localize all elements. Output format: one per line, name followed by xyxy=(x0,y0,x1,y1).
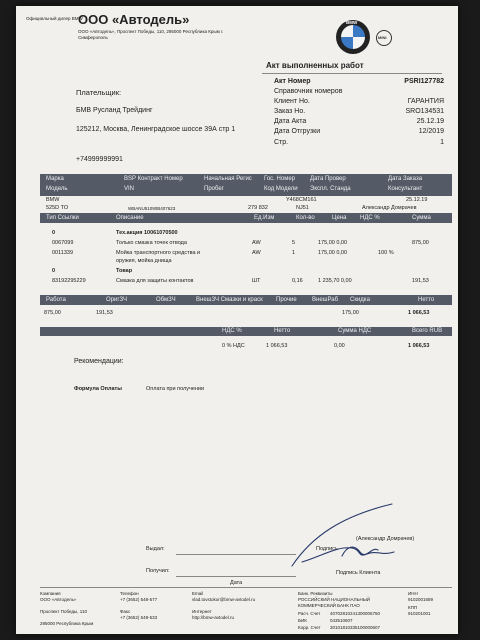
payer-phone: +74999999991 xyxy=(76,156,123,163)
footer-corr-label: Корр. Счет xyxy=(298,625,321,630)
vehicle-make: BMW xyxy=(46,197,60,203)
vat-header-cell: Нетто xyxy=(274,328,291,334)
vehicle-header-cell: Модель xyxy=(46,186,68,192)
company-address-line2: Симферополь xyxy=(78,35,108,40)
footer-phone1: +7 (3652) 548-577 xyxy=(120,597,158,602)
footer-bank-name1: РОССИЙСКИЙ НАЦИОНАЛЬНЫЙ xyxy=(298,597,370,602)
item-description: оружия, мойка днища xyxy=(116,258,172,264)
vehicle-model: 525D TO xyxy=(46,205,69,211)
footer-bank-label: Банк. Реквизиты xyxy=(298,591,333,596)
footer-inn: 9102001689 xyxy=(408,597,434,602)
item-unit: ШТ xyxy=(252,278,261,284)
date-label: Дата xyxy=(230,580,243,586)
totals-header-cell: ОригЗЧ xyxy=(106,297,128,303)
vat-header-cell: Всего RUB xyxy=(412,328,443,334)
item-price: 1 235,70 0,00 xyxy=(318,278,352,284)
items-header-cell: Кол-во xyxy=(296,215,315,221)
item-price: 175,00 0,00 xyxy=(318,250,348,256)
items-header-cell: Сумма xyxy=(412,215,431,221)
totals-value: 175,00 xyxy=(342,310,359,316)
footer-company-name: ООО «Автодель» xyxy=(40,597,77,602)
item-ref: 0 xyxy=(52,230,56,236)
vat-header-band xyxy=(40,327,452,336)
items-header-cell: Цена xyxy=(332,215,347,221)
consultant-name: Александр Домрачев xyxy=(362,205,417,211)
meta-label: Стр. xyxy=(274,139,289,146)
footer-bik-label: БИК xyxy=(298,618,307,623)
totals-value: 191,53 xyxy=(96,310,113,316)
meta-value: PSRI127782 xyxy=(404,78,444,85)
official-dealer-text: Официальный дилер BMW xyxy=(26,16,83,21)
footer-divider xyxy=(40,587,452,588)
items-header-cell: Ед.Изм xyxy=(254,215,275,221)
item-description: Товар xyxy=(116,268,133,274)
issued-line xyxy=(176,554,296,555)
footer-phone-label: Телефон xyxy=(120,591,139,596)
received-label: Получил: xyxy=(146,568,170,574)
payment-label: Формула Оплаты xyxy=(74,386,122,392)
order-date: 25.12.19 xyxy=(406,197,428,203)
item-description: Смазка для защиты контактов xyxy=(116,278,194,284)
item-qty: 1 xyxy=(292,250,296,256)
meta-label: Акт Номер xyxy=(274,78,311,85)
footer-account-label: Расч. Счет xyxy=(298,611,321,616)
item-sum: 191,53 xyxy=(412,278,429,284)
title-underline xyxy=(262,73,442,74)
footer-inn-label: ИНН xyxy=(408,591,418,596)
footer-email: vlad.tovstokor@bmw-avtodel.ru xyxy=(192,597,256,602)
meta-value: 25.12.19 xyxy=(416,118,444,125)
company-address-line1: ООО «Автодель», Проспект Победы, 110, 295000 Республика Крым г. xyxy=(78,29,224,34)
vat-header-cell: Сумма НДС xyxy=(338,328,372,334)
footer-email-label: Email xyxy=(192,591,204,596)
vehicle-header-cell: Марка xyxy=(46,176,64,182)
items-header-cell: Описание xyxy=(116,215,144,221)
item-unit: AW xyxy=(252,240,261,246)
footer-bik: 043510607 xyxy=(330,618,353,623)
vehicle-header-cell: Начальная Регис xyxy=(204,176,252,182)
signature-label: Подпись xyxy=(316,546,338,552)
meta-value: 12/2019 xyxy=(418,128,444,135)
item-qty: 5 xyxy=(292,240,296,246)
mini-logo xyxy=(376,30,392,46)
item-description: Мойка транспортного средства и xyxy=(116,250,201,256)
vehicle-header-cell: Экспл. Станда xyxy=(310,186,351,192)
footer-company-region: 295000 Республика Крым xyxy=(40,621,94,626)
totals-header-band xyxy=(40,295,452,305)
item-unit: AW xyxy=(252,250,261,256)
vat-net: 1 066,53 xyxy=(266,343,288,349)
footer-website: http://bmw-avtodel.ru xyxy=(192,615,235,620)
issued-label: Выдал: xyxy=(146,546,165,552)
vehicle-vin: WBANU51090B407623 xyxy=(128,206,176,211)
totals-header-cell: Скидка xyxy=(350,297,370,303)
item-ref: 0 xyxy=(52,268,56,274)
vehicle-mileage: 279 832 xyxy=(248,205,268,211)
item-price: 175,00 0,00 xyxy=(318,240,348,246)
signer-name: (Александр Домрачев) xyxy=(356,536,415,542)
vehicle-model-code: NJ51 xyxy=(296,205,309,211)
totals-value: 875,00 xyxy=(44,310,61,316)
recommendations-label: Рекомендации: xyxy=(74,358,124,365)
vehicle-header-cell: Дата Провер xyxy=(310,176,346,182)
bmw-logo xyxy=(336,20,370,54)
item-ref: 83192295229 xyxy=(52,278,86,284)
items-header-cell: НДС % xyxy=(360,215,380,221)
totals-header-cell: ВнешЗЧ Смазки и краск xyxy=(196,297,263,303)
item-ref: 0067099 xyxy=(52,240,74,246)
payer-label: Плательщик: xyxy=(76,88,122,97)
footer-company-label: Компания xyxy=(40,591,61,596)
meta-label: Клиент Но. xyxy=(274,98,310,105)
vehicle-header-cell: Пробег xyxy=(204,186,224,192)
vehicle-header-cell: BSP Контракт Номер xyxy=(124,176,183,182)
received-line xyxy=(176,576,296,577)
vehicle-plate: Y468CM161 xyxy=(286,197,317,203)
vat-total: 1 066,53 xyxy=(408,343,430,349)
vehicle-header-band xyxy=(40,174,452,196)
footer-phone2: +7 (3652) 548-533 xyxy=(120,615,158,620)
meta-value: ГАРАНТИЯ xyxy=(407,98,444,105)
footer-account: 40702810241300006750 xyxy=(330,611,381,616)
footer-bank-name2: КОММЕРЧЕСКИЙ БАНК ПАО xyxy=(298,603,360,608)
item-qty: 0,16 xyxy=(292,278,303,284)
meta-label: Справочник номеров xyxy=(274,88,343,95)
item-description: Тех.акция 10061070500 xyxy=(116,230,178,236)
vehicle-header-cell: Консультант xyxy=(388,186,423,192)
footer-kpp-label: КПП xyxy=(408,605,418,610)
mini-logo-text: MINI xyxy=(378,35,387,40)
footer-corr: 30101810335100000607 xyxy=(330,625,381,630)
totals-header-cell: ОбмЗЧ xyxy=(156,297,176,303)
meta-value: 1 xyxy=(440,139,444,146)
item-description: Только смазка точек отвода xyxy=(116,240,187,246)
handwritten-signature xyxy=(282,496,415,576)
payer-name: БМВ Русланд Трейдинг xyxy=(76,107,153,114)
footer-fax-label: Факс xyxy=(120,609,131,614)
company-name: ООО «Автодель» xyxy=(78,12,190,27)
vat-header-cell: НДС % xyxy=(222,328,242,334)
totals-header-cell: Прочие xyxy=(276,297,297,303)
totals-header-cell: ВнешРаб xyxy=(312,297,339,303)
payment-value: Оплата при получении xyxy=(146,386,205,392)
footer-kpp: 910201001 xyxy=(408,611,431,616)
item-ref: 0011339 xyxy=(52,250,74,256)
totals-value: 1 066,53 xyxy=(408,310,430,316)
footer-internet-label: Интернет xyxy=(192,609,212,614)
bmw-logo-text: BMW xyxy=(346,20,358,25)
vat-rate: 0 % НДС xyxy=(222,343,245,349)
vehicle-header-cell: VIN xyxy=(124,186,135,192)
vat-amount: 0,00 xyxy=(334,343,345,349)
payer-address: 125212, Москва, Ленинградское шоссе 39А стр 1 xyxy=(76,126,236,133)
vehicle-header-cell: Дата Заказа xyxy=(388,176,423,182)
meta-label: Дата Акта xyxy=(274,118,307,125)
item-vat: 100 % xyxy=(378,250,394,256)
vehicle-header-cell: Код Модели xyxy=(264,186,298,192)
meta-value: SRO134531 xyxy=(405,108,444,115)
item-sum: 875,00 xyxy=(412,240,429,246)
totals-header-cell: Нетто xyxy=(418,297,435,303)
document-title: Акт выполненных работ xyxy=(266,61,364,70)
items-header-cell: Тип Ссылки xyxy=(46,215,79,221)
footer-company-address: Проспект Победы, 110 xyxy=(40,609,87,614)
client-signature-label: Подпись Клиента xyxy=(336,570,381,576)
invoice-document xyxy=(16,6,458,634)
meta-label: Дата Отгрузки xyxy=(274,128,321,135)
items-header-band xyxy=(40,213,452,223)
meta-label: Заказ Но. xyxy=(274,108,306,115)
totals-header-cell: Работа xyxy=(46,297,66,303)
vehicle-header-cell: Гос. Номер xyxy=(264,176,295,182)
